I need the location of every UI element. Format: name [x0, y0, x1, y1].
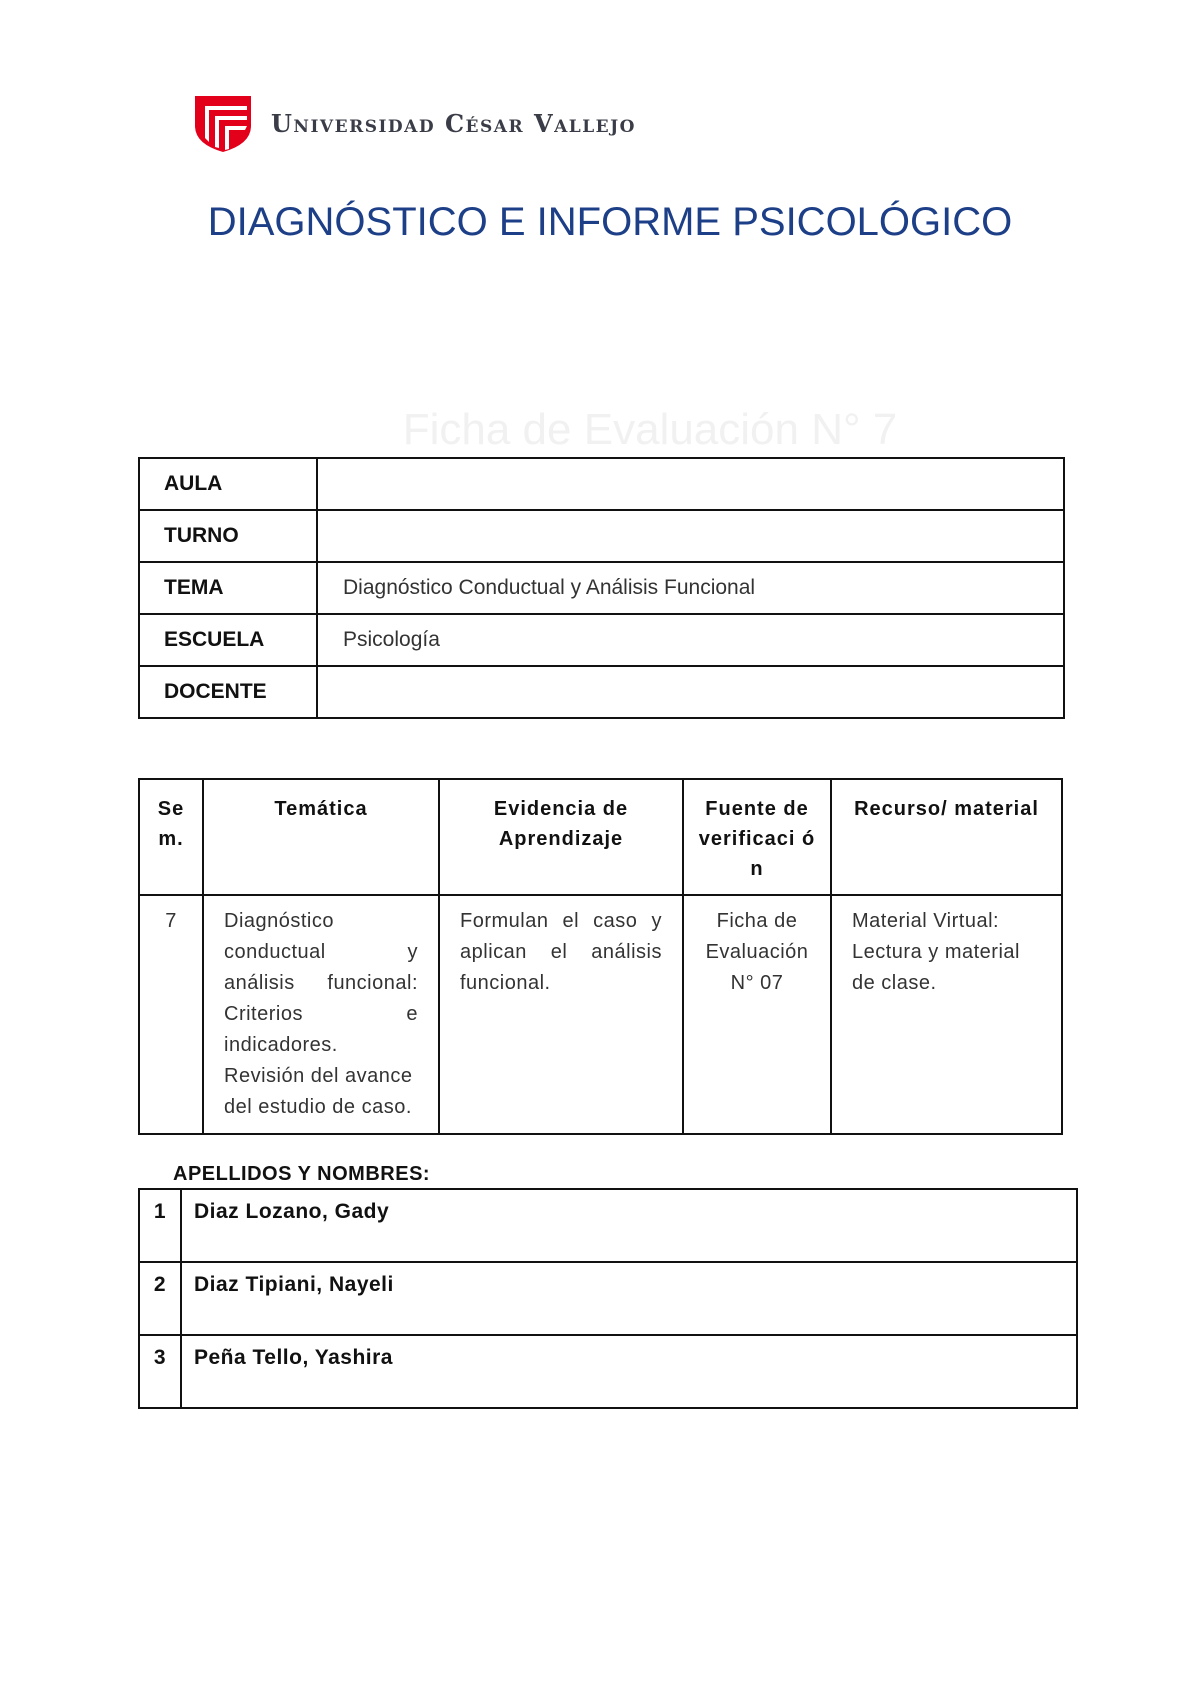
info-value [317, 666, 1064, 718]
info-label: AULA [139, 458, 317, 510]
student-name: Diaz Lozano, Gady [181, 1189, 1077, 1262]
university-logo [193, 92, 636, 154]
students-table [138, 1188, 1078, 1409]
cell-fuente: Ficha de Evaluación N° 07 [683, 895, 831, 1134]
info-label: ESCUELA [139, 614, 317, 666]
header-tematica: Temática [203, 779, 439, 895]
header-semana: Se m. [139, 779, 203, 895]
student-row [139, 1335, 1077, 1408]
student-row [139, 1262, 1077, 1335]
plan-header-row [139, 779, 1062, 895]
info-row-escuela [139, 614, 1064, 666]
cell-evidencia: Formulan el caso y aplican el análisis funcional. [439, 895, 683, 1134]
university-shield-icon [193, 92, 255, 154]
header-fuente: Fuente de verificaci ó n [683, 779, 831, 895]
header-recurso: Recurso/ material [831, 779, 1062, 895]
tematica-line-1: Diagnóstico conductual y análisis funcional: Criterios e indicadores. [224, 910, 418, 1056]
document-title: DIAGNÓSTICO E INFORME PSICOLÓGICO [207, 200, 1013, 244]
info-value: Diagnóstico Conductual y Análisis Funcional [317, 562, 1064, 614]
cell-recurso: Material Virtual: Lectura y material de clase. [831, 895, 1062, 1134]
info-row-aula [139, 458, 1064, 510]
university-name: Universidad César Vallejo [271, 108, 636, 138]
student-name: Peña Tello, Yashira [181, 1335, 1077, 1408]
cell-tematica [203, 895, 439, 1134]
student-row [139, 1189, 1077, 1262]
info-row-tema [139, 562, 1064, 614]
student-name: Diaz Tipiani, Nayeli [181, 1262, 1077, 1335]
session-plan-table [138, 778, 1063, 1135]
student-number: 2 [139, 1262, 181, 1335]
info-value [317, 458, 1064, 510]
info-label: TURNO [139, 510, 317, 562]
students-label: APELLIDOS Y NOMBRES: [173, 1163, 431, 1185]
student-number: 3 [139, 1335, 181, 1408]
header-evidencia: Evidencia de Aprendizaje [439, 779, 683, 895]
info-value [317, 510, 1064, 562]
info-value: Psicología [317, 614, 1064, 666]
cell-semana: 7 [139, 895, 203, 1134]
course-info-table [138, 457, 1065, 719]
info-label: DOCENTE [139, 666, 317, 718]
info-row-docente [139, 666, 1064, 718]
info-label: TEMA [139, 562, 317, 614]
watermark-subtitle: Ficha de Evaluación N° 7 [402, 405, 898, 454]
info-row-turno [139, 510, 1064, 562]
tematica-line-2: Revisión del avance del estudio de caso. [224, 1065, 413, 1118]
plan-row [139, 895, 1062, 1134]
student-number: 1 [139, 1189, 181, 1262]
